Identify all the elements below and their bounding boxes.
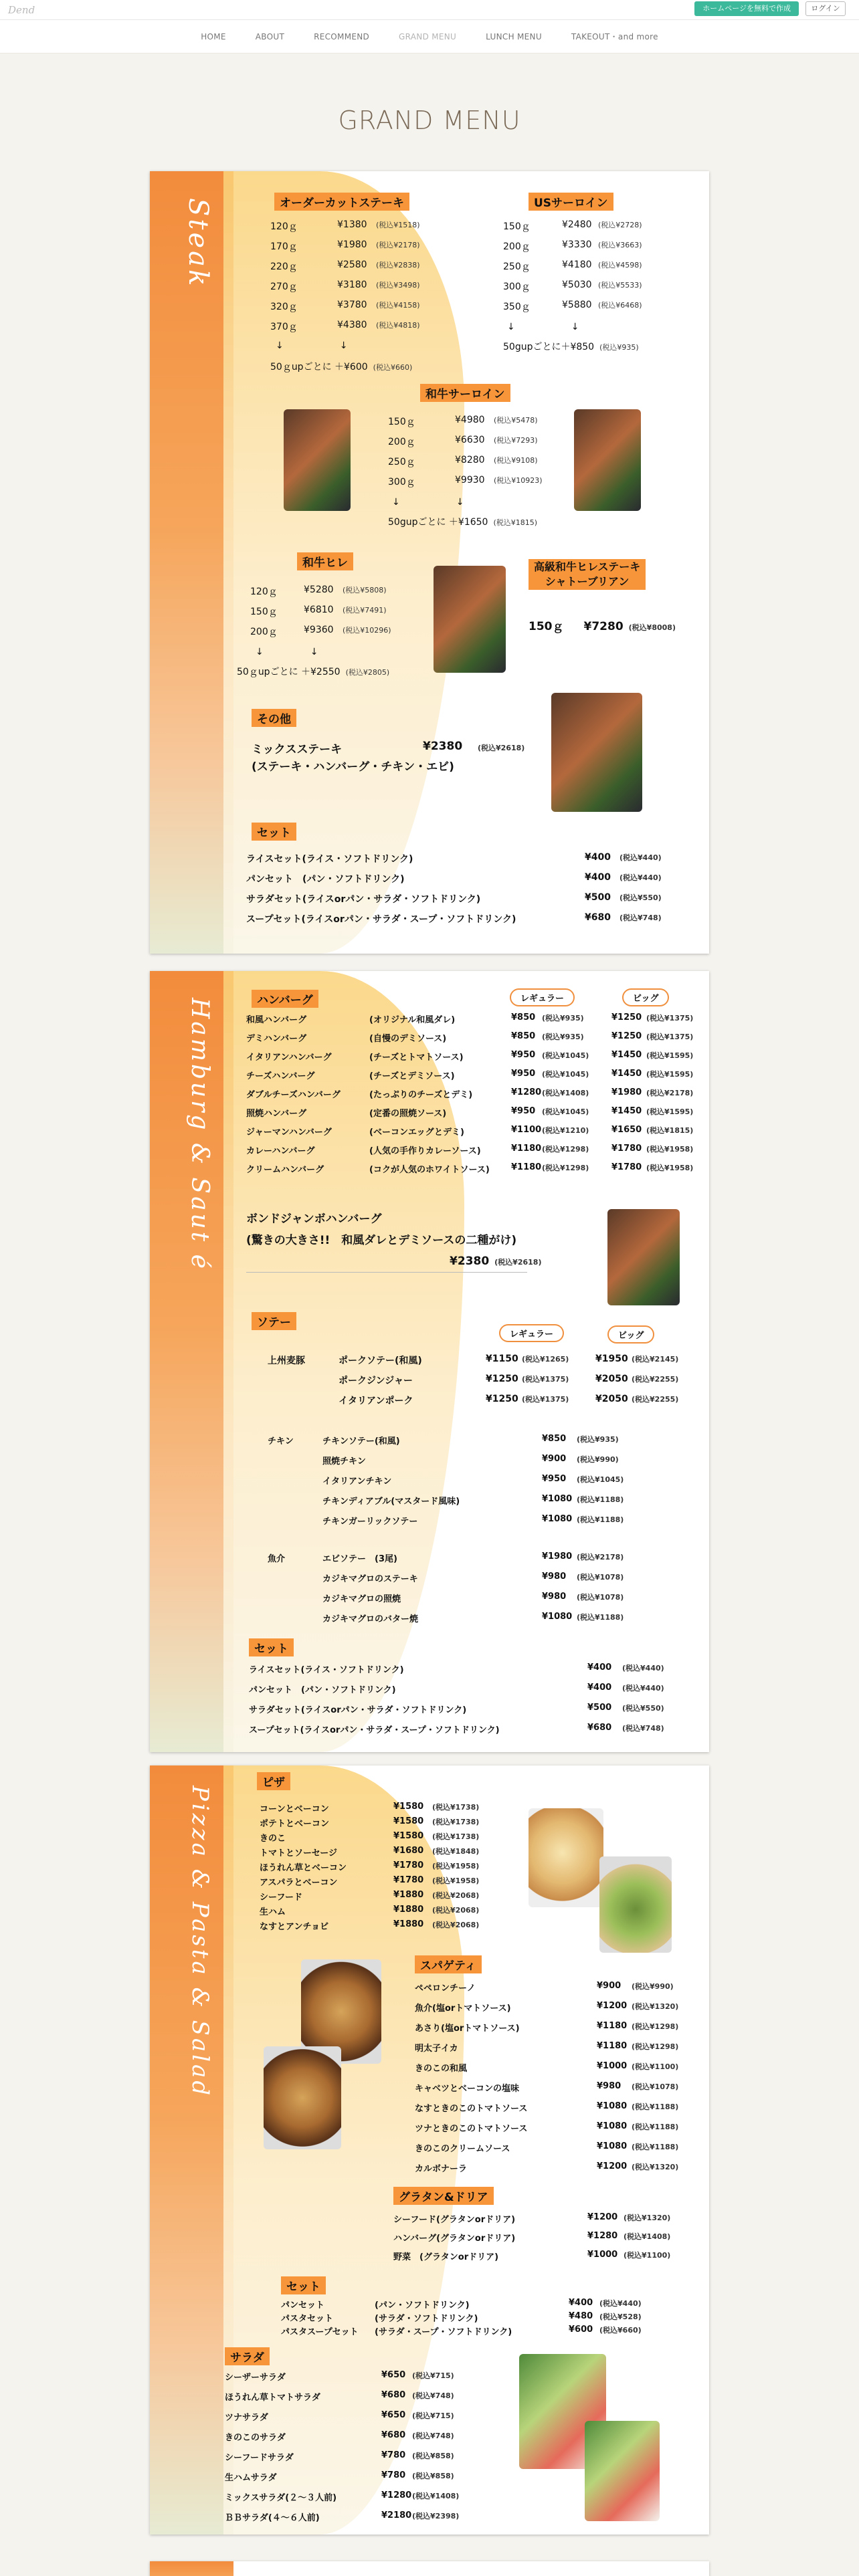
menu-row: ポテトとベーコン ¥1580 (税込¥1738) bbox=[260, 1816, 480, 1829]
menu-row: 370ｇ ¥4380 (税込¥4818) bbox=[270, 320, 420, 332]
menu-row: 魚介(塩orトマトソース) ¥1200 (税込¥1320) bbox=[415, 2001, 679, 2014]
menu-row: きのこ ¥1580 (税込¥1738) bbox=[260, 1831, 480, 1844]
menu-row: なすとアンチョビ ¥1880 (税込¥2068) bbox=[260, 1919, 480, 1932]
menu-row: シーフード ¥1880 (税込¥2068) bbox=[260, 1890, 480, 1903]
nav-recommend[interactable]: RECOMMEND bbox=[314, 31, 370, 41]
menu-row: きのこの和風 ¥1000 (税込¥1100) bbox=[415, 2061, 679, 2074]
menu-row: イタリアンポーク ¥1250 (税込¥1375) ¥2050 (税込¥2255) bbox=[339, 1394, 679, 1406]
next-menu-panel bbox=[150, 2561, 709, 2576]
wagyu-fillet-heading: 和牛ヒレ bbox=[297, 552, 353, 570]
orange-strip bbox=[150, 171, 233, 954]
nav-about[interactable]: ABOUT bbox=[255, 31, 285, 41]
upcharge-note: 50ｇupごとに ＋¥600 (税込¥660) bbox=[270, 362, 413, 372]
menu-row: カジキマグロのステーキ ¥980 (税込¥1078) bbox=[322, 1572, 624, 1584]
menu-row: イタリアンチキン ¥950 (税込¥1045) bbox=[322, 1474, 624, 1487]
menu-row: アスパラとベーコン ¥1780 (税込¥1958) bbox=[260, 1875, 480, 1888]
set-heading: セット bbox=[249, 1638, 294, 1656]
pizza-greens-photo bbox=[599, 1856, 672, 1953]
wagyu-fillet-photo bbox=[434, 566, 506, 673]
other-heading: その他 bbox=[252, 709, 296, 727]
gratin-heading: グラタン&ドリア bbox=[393, 2187, 494, 2205]
menu-row: 生ハムサラダ ¥780 (税込¥858) bbox=[225, 2470, 454, 2483]
nav-home[interactable]: HOME bbox=[201, 31, 226, 41]
set-row: サラダセット(ライスorパン・サラダ・ソフトドリンク) ¥500 (税込¥550) bbox=[249, 1703, 664, 1715]
arrow: ↓ ↓ bbox=[256, 647, 318, 657]
saute-heading: ソテー bbox=[252, 1312, 296, 1330]
menu-row: ツナときのこのトマトソース ¥1080 (税込¥1188) bbox=[415, 2121, 679, 2134]
set-row: スープセット(ライスorパン・サラダ・スープ・ソフトドリンク) ¥680 (税込¥748) bbox=[246, 912, 662, 925]
menu-row: キャベツとベーコンの塩味 ¥980 (税込¥1078) bbox=[415, 2081, 679, 2094]
set-row: ライスセット(ライス・ソフトドリンク) ¥400 (税込¥440) bbox=[246, 852, 662, 865]
menu-row: 350ｇ ¥5880 (税込¥6468) bbox=[503, 300, 642, 312]
menu-row: なすときのこのトマトソース ¥1080 (税込¥1188) bbox=[415, 2101, 679, 2114]
menu-row: 170ｇ ¥1980 (税込¥2178) bbox=[270, 239, 420, 252]
big-label: ビッグ bbox=[607, 1325, 654, 1344]
menu-row: ポークソテー(和風) ¥1150 (税込¥1265) ¥1950 (税込¥2145) bbox=[339, 1354, 679, 1366]
upcharge-note: 50gupごとに＋¥850 (税込¥935) bbox=[503, 342, 639, 352]
menu-row: カジキマグロの照焼 ¥980 (税込¥1078) bbox=[322, 1592, 624, 1604]
set-row: パンセット (パン・ソフトドリンク) ¥400 (税込¥440) bbox=[249, 1683, 664, 1695]
salad-photo-2 bbox=[585, 2421, 660, 2521]
menu-row: 200ｇ ¥9360 (税込¥10296) bbox=[250, 625, 391, 637]
menu-row: 200ｇ ¥3330 (税込¥3663) bbox=[503, 239, 642, 252]
menu-row: 和風ハンバーグ (オリジナル和風ダレ) ¥850 (税込¥935) ¥1250 (税込¥1375) bbox=[246, 1012, 694, 1025]
menu-row: ポークジンジャー ¥1250 (税込¥1375) ¥2050 (税込¥2255) bbox=[339, 1374, 679, 1386]
ordercut-heading: オーダーカットステーキ bbox=[274, 193, 409, 211]
global-nav bbox=[0, 20, 859, 53]
menu-row: 300ｇ ¥9930 (税込¥10923) bbox=[388, 475, 543, 488]
menu-row: シーフードサラダ ¥780 (税込¥858) bbox=[225, 2450, 454, 2463]
chateau-price: 150ｇ ¥7280 (税込¥8008) bbox=[529, 620, 676, 633]
menu-row: チキンソテー(和風) ¥850 (税込¥935) bbox=[322, 1434, 619, 1446]
pizza-photo bbox=[529, 1808, 603, 1907]
us-sirloin-heading: USサーロイン bbox=[529, 193, 613, 211]
menu-row: ほうれん草トマトサラダ ¥680 (税込¥748) bbox=[225, 2390, 454, 2403]
bondo-photo bbox=[607, 1209, 680, 1305]
bondo-price: ¥2380 (税込¥2618) bbox=[450, 1255, 542, 1268]
set-row: パスタセット (サラダ・ソフトドリンク) ¥480 (税込¥528) bbox=[281, 2311, 642, 2324]
menu-row: カレーハンバーグ (人気の手作りカレーソース) ¥1180 (税込¥1298) ¥1780 (税込¥1958) bbox=[246, 1144, 694, 1156]
create-homepage-button[interactable]: ホームページを無料で作成 bbox=[694, 1, 799, 16]
set-row: ライスセット(ライス・ソフトドリンク) ¥400 (税込¥440) bbox=[249, 1662, 664, 1675]
menu-row: 220ｇ ¥2580 (税込¥2838) bbox=[270, 259, 420, 272]
menu-row: ペペロンチーノ ¥900 (税込¥990) bbox=[415, 1981, 674, 1994]
menu-row: 250ｇ ¥4180 (税込¥4598) bbox=[503, 259, 642, 272]
hamburg-heading: ハンバーグ bbox=[252, 990, 318, 1008]
menu-row: 300ｇ ¥5030 (税込¥5533) bbox=[503, 280, 642, 292]
divider bbox=[246, 1272, 527, 1273]
menu-row: ツナサラダ ¥650 (税込¥715) bbox=[225, 2410, 454, 2423]
set-row: サラダセット(ライスorパン・サラダ・ソフトドリンク) ¥500 (税込¥550) bbox=[246, 892, 662, 905]
menu-row: 照焼ハンバーグ (定番の照焼ソース) ¥950 (税込¥1045) ¥1450 (税込¥1595) bbox=[246, 1106, 694, 1119]
menu-row: 野菜 (グラタンorドリア) ¥1000 (税込¥1100) bbox=[393, 2250, 671, 2262]
arrow: ↓ ↓ bbox=[507, 322, 579, 332]
sirloin-plate-photo bbox=[574, 409, 641, 511]
bondo-desc: (驚きの大きさ!! 和風ダレとデミソースの二種がけ) bbox=[246, 1234, 517, 1247]
menu-row: ミックスサラダ(２～３人前) ¥1280 (税込¥1408) bbox=[225, 2490, 460, 2503]
upcharge-note: 50ｇupごとに ＋¥2550 (税込¥2805) bbox=[237, 667, 390, 677]
menu-row: 200ｇ ¥6630 (税込¥7293) bbox=[388, 435, 538, 447]
nav-lunch-menu[interactable]: LUNCH MENU bbox=[486, 31, 542, 41]
menu-row: きのこのクリームソース ¥1080 (税込¥1188) bbox=[415, 2141, 679, 2154]
regular-label: レギュラー bbox=[499, 1324, 564, 1342]
chateau-heading: 高級和牛ヒレステーキ シャトーブリアン bbox=[529, 559, 646, 590]
menu-row: 320ｇ ¥3780 (税込¥4158) bbox=[270, 300, 420, 312]
menu-row: チキンガーリックソテー ¥1080 (税込¥1188) bbox=[322, 1514, 624, 1527]
arrow: ↓ ↓ bbox=[276, 340, 348, 351]
page-title: GRAND MENU bbox=[338, 106, 521, 135]
orange-strip bbox=[150, 2561, 233, 2576]
menu-row: きのこのサラダ ¥680 (税込¥748) bbox=[225, 2430, 454, 2443]
menu-row: 生ハム ¥1880 (税込¥2068) bbox=[260, 1905, 480, 1917]
steak-side-title: Steak bbox=[183, 198, 213, 289]
set-heading: セット bbox=[252, 823, 296, 841]
menu-row: シーザーサラダ ¥650 (税込¥715) bbox=[225, 2370, 454, 2383]
set-row: パスタスープセット (サラダ・スープ・ソフトドリンク) ¥600 (税込¥660) bbox=[281, 2325, 642, 2337]
menu-row: あさり(塩orトマトソース) ¥1180 (税込¥1298) bbox=[415, 2021, 679, 2034]
menu-row: トマトとソーセージ ¥1680 (税込¥1848) bbox=[260, 1846, 480, 1858]
menu-row: カルボナーラ ¥1200 (税込¥1320) bbox=[415, 2161, 679, 2174]
chicken-label: チキン bbox=[268, 1436, 294, 1446]
menu-row: ほうれん草とベーコン ¥1780 (税込¥1958) bbox=[260, 1860, 480, 1873]
set-row: パンセット (パン・ソフトドリンク) ¥400 (税込¥440) bbox=[281, 2298, 642, 2311]
menu-row: ハンバーグ(グラタンorドリア) ¥1280 (税込¥1408) bbox=[393, 2231, 671, 2244]
seafood-label: 魚介 bbox=[268, 1554, 286, 1564]
menu-row: クリームハンバーグ (コクが人気のホワイトソース) ¥1180 (税込¥1298) ¥1780 (税込¥1958) bbox=[246, 1162, 694, 1175]
upcharge-note: 50gupごとに ＋¥1650 (税込¥1815) bbox=[388, 517, 538, 528]
set-row: スープセット(ライスorパン・サラダ・スープ・ソフトドリンク) ¥680 (税込¥748) bbox=[249, 1723, 664, 1735]
menu-row: 明太子イカ ¥1180 (税込¥1298) bbox=[415, 2041, 679, 2054]
bondo-name: ボンドジャンボハンバーグ bbox=[246, 1212, 382, 1226]
menu-row: 120ｇ ¥1380 (税込¥1518) bbox=[270, 219, 420, 232]
menu-row: チーズハンバーグ (チーズとデミソース) ¥950 (税込¥1045) ¥1450 (税込¥1595) bbox=[246, 1069, 694, 1081]
menu-row: 270ｇ ¥3180 (税込¥3498) bbox=[270, 280, 420, 292]
nav-takeout[interactable]: TAKEOUT・and more bbox=[571, 32, 658, 41]
mix-steak-desc: (ステーキ・ハンバーグ・チキン・エビ) bbox=[252, 760, 454, 774]
big-label: ビッグ bbox=[622, 988, 669, 1006]
menu-row: チキンディアブル(マスタード風味) ¥1080 (税込¥1188) bbox=[322, 1494, 624, 1507]
wagyu-sirloin-photo bbox=[284, 409, 351, 511]
hamburg-menu-panel bbox=[150, 971, 709, 1752]
menu-row: 150ｇ ¥2480 (税込¥2728) bbox=[503, 219, 642, 232]
menu-row: 250ｇ ¥8280 (税込¥9108) bbox=[388, 455, 538, 467]
wagyu-sirloin-heading: 和牛サーロイン bbox=[420, 384, 510, 402]
mix-steak-row: ミックスステーキ ¥2380 (税込¥2618) bbox=[252, 740, 525, 756]
menu-row: カジキマグロのバター焼 ¥1080 (税込¥1188) bbox=[322, 1612, 624, 1624]
pork-label: 上州麦豚 bbox=[268, 1356, 305, 1366]
menu-row: デミハンバーグ (自慢のデミソース) ¥850 (税込¥935) ¥1250 (税込¥1375) bbox=[246, 1031, 694, 1044]
pizza-side-title: Pizza & Pasta & Salad bbox=[187, 1786, 213, 2099]
set-heading: セット bbox=[281, 2276, 326, 2294]
nav-grand-menu[interactable]: GRAND MENU bbox=[399, 31, 457, 41]
steak-menu-panel bbox=[150, 171, 709, 954]
regular-label: レギュラー bbox=[510, 988, 575, 1006]
set-row: パンセット (パン・ソフトドリンク) ¥400 (税込¥440) bbox=[246, 872, 662, 885]
salad-heading: サラダ bbox=[225, 2347, 270, 2365]
menu-row: ジャーマンハンバーグ (ベーコンエッグとデミ) ¥1100 (税込¥1210) ¥1650 (税込¥1815) bbox=[246, 1125, 694, 1138]
menu-row: 照焼チキン ¥900 (税込¥990) bbox=[322, 1454, 619, 1467]
menu-row: イタリアンハンバーグ (チーズとトマトソース) ¥950 (税込¥1045) ¥1450 (税込¥1595) bbox=[246, 1050, 694, 1063]
menu-row: 150ｇ ¥4980 (税込¥5478) bbox=[388, 415, 538, 427]
menu-row: 150ｇ ¥6810 (税込¥7491) bbox=[250, 605, 387, 617]
hamburg-side-title: Hamburg & Saut é bbox=[186, 998, 213, 1271]
mix-steak-photo bbox=[551, 693, 642, 812]
pasta-photo-2 bbox=[264, 2046, 341, 2149]
site-logo[interactable]: Dend bbox=[8, 4, 35, 16]
pizza-pasta-salad-panel bbox=[150, 1765, 709, 2535]
menu-row: シーフード(グラタンorドリア) ¥1200 (税込¥1320) bbox=[393, 2212, 671, 2225]
pizza-heading: ピザ bbox=[257, 1772, 290, 1790]
top-bar bbox=[0, 0, 859, 20]
menu-row: コーンとベーコン ¥1580 (税込¥1738) bbox=[260, 1802, 480, 1814]
login-button[interactable]: ログイン bbox=[805, 1, 846, 16]
arrow: ↓ ↓ bbox=[392, 497, 464, 508]
menu-row: エビソテー (3尾) ¥1980 (税込¥2178) bbox=[322, 1551, 624, 1564]
menu-row: 120ｇ ¥5280 (税込¥5808) bbox=[250, 584, 387, 597]
menu-row: ＢＢサラダ(４～６人前) ¥2180 (税込¥2398) bbox=[225, 2510, 460, 2523]
menu-row: ダブルチーズハンバーグ (たっぷりのチーズとデミ) ¥1280 (税込¥1408) ¥1980 (税込¥2178) bbox=[246, 1087, 694, 1100]
pasta-heading: スパゲティ bbox=[415, 1955, 482, 1973]
